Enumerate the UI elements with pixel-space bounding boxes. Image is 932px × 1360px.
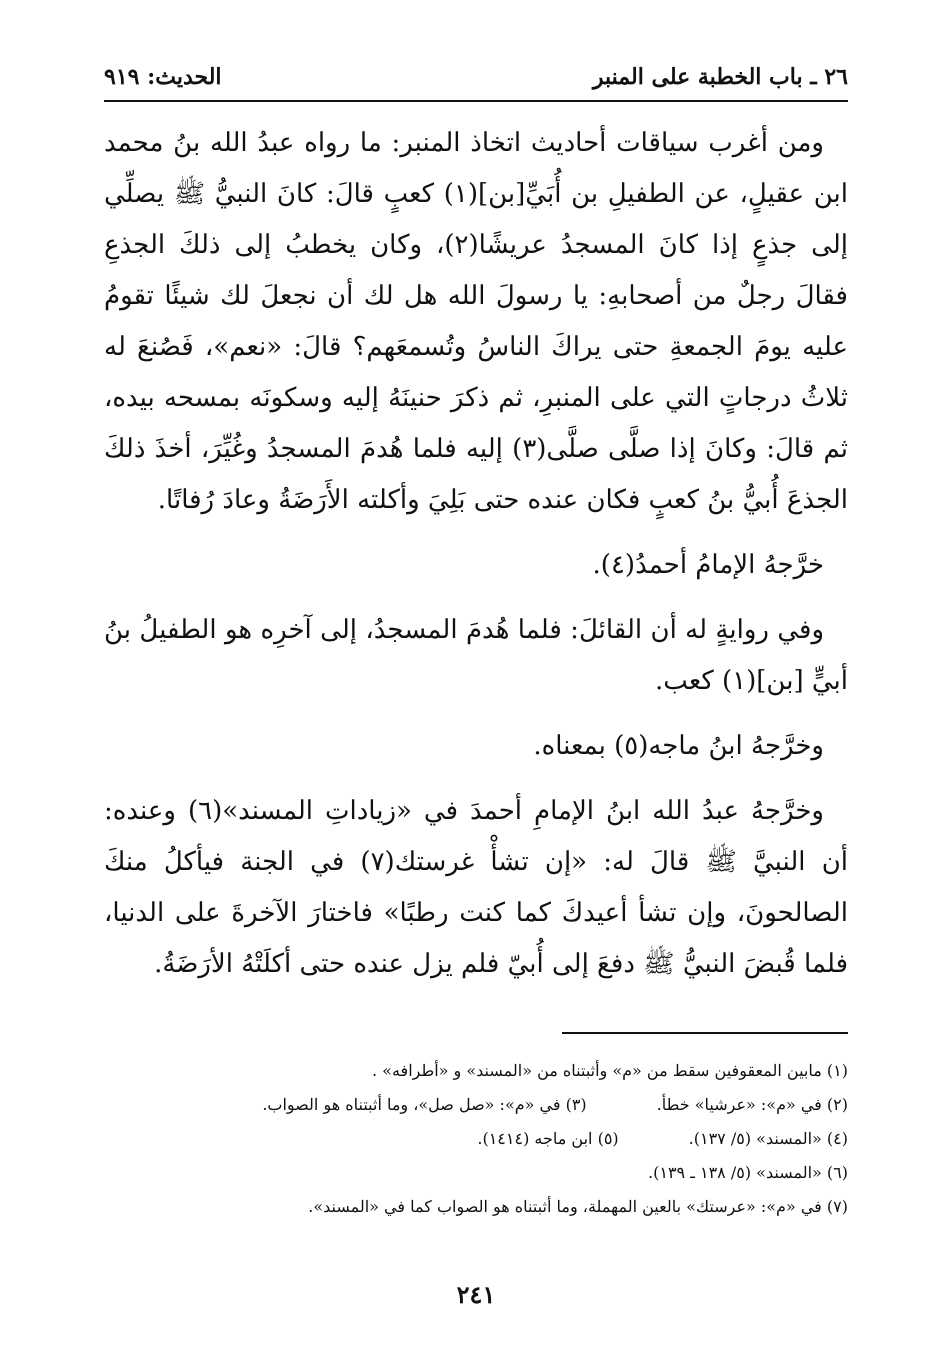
footnote bbox=[104, 1122, 848, 1156]
paragraph: خرَّجهُ الإمامُ أحمدُ(٤). bbox=[592, 550, 824, 580]
footnote bbox=[104, 1054, 848, 1088]
footnote bbox=[104, 1156, 848, 1190]
footnote bbox=[104, 1088, 848, 1122]
footnote-text: (١) مابين المعقوفين سقط من «م» وأثبتناه من «المسند» و «أطرافه» . bbox=[372, 1061, 848, 1080]
footnote-text: (٦) «المسند» (٥/ ١٣٨ ـ ١٣٩). bbox=[648, 1163, 848, 1182]
running-header bbox=[104, 58, 848, 102]
footnote-divider bbox=[562, 1032, 848, 1034]
book-page bbox=[104, 58, 848, 1318]
main-text bbox=[104, 118, 848, 990]
footnote-text: (٥) ابن ماجه (١٤١٤). bbox=[477, 1129, 619, 1148]
paragraph: وفي روايةٍ له أن القائلَ: فلما هُدمَ المسجدُ، إلى آخرِه هو الطفيلُ بنُ أبيٍّ [بن](١) كعب. bbox=[104, 615, 848, 696]
hadith-number: الحديث: ٩١٩ bbox=[104, 64, 222, 90]
paragraph: وخرَّجهُ ابنُ ماجه(٥) بمعناه. bbox=[533, 731, 824, 761]
footnote bbox=[104, 1190, 848, 1224]
footnote-text: (٧) في «م»: «عرستك» بالعين المهملة، وما أثبتناه هو الصواب كما في «المسند». bbox=[308, 1197, 848, 1216]
footnotes bbox=[104, 1054, 848, 1224]
chapter-title: ٢٦ ـ باب الخطبة على المنبر bbox=[592, 64, 848, 90]
page-number: ٢٤١ bbox=[456, 1280, 496, 1309]
footnote-text: (٣) في «م»: «صل صل»، وما أثبتناه هو الصواب. bbox=[262, 1095, 587, 1114]
footnote-text: (٤) «المسند» (٥/ ١٣٧). bbox=[688, 1129, 848, 1148]
paragraph: ومن أغرب سياقات أحاديث اتخاذ المنبر: ما رواه عبدُ الله بنُ محمد ابن عقيلٍ، عن الطفيلِ بن أُبَيِّ[بن](١) كعبٍ قالَ: كانَ النبيُّ ﷺ يصلِّي إلى جذعٍ إذا كانَ المسجدُ عريشًا(٢)، وكان يخطبُ إلى ذلكَ الجذعِ فقالَ رجلٌ من أصحابهِ: يا رسولَ الله هل لك أن نجعلَ لك شيئًا تقومُ عليه يومَ الجمعةِ حتى يراكَ الناسُ وتُسمعَهم؟ قالَ: «نعم»، فَصُنعَ له ثلاثُ درجاتٍ التي على المنبرِ، ثم ذكرَ حنينَهُ إليه وسكونَه بمسحه بيده، ثم قالَ: وكانَ إذا صلَّى صلَّى(٣) إليه فلما هُدمَ المسجدُ وغُيِّرَ، أخذَ ذلكَ الجذعَ أُبيُّ بنُ كعبٍ فكان عنده حتى بَلِيَ وأكلته الأَرَضَةُ وعادَ رُفاتًا. bbox=[104, 128, 849, 515]
paragraph: وخرَّجهُ عبدُ الله ابنُ الإمامِ أحمدَ في «زياداتِ المسند»(٦) وعنده: أن النبيَّ ﷺ قالَ له: «إن تشأْ غرستك(٧) في الجنة فيأكلُ منكَ الصالحونَ، وإن تشأ أعيدكَ كما كنت رطبًا» فاختارَ الآخرةَ على الدنيا، فلما قُبضَ النبيُّ ﷺ دفعَ إلى أُبيّ فلم يزل عنده حتى أكلَتْهُ الأرَضَةُ. bbox=[104, 796, 849, 979]
footnote-text: (٢) في «م»: «عرشيا» خطأ. bbox=[656, 1095, 848, 1114]
